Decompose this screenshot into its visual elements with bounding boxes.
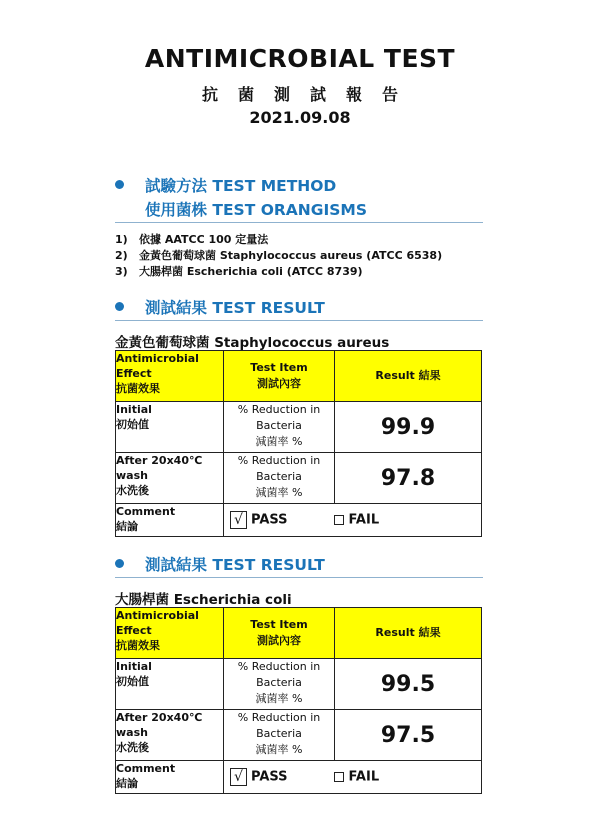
row-label: Initial 初始值 (116, 659, 224, 710)
row-test-item: % Reduction in Bacteria 減菌率 % (224, 659, 335, 710)
row-test-item: % Reduction in Bacteria 減菌率 % (224, 710, 335, 761)
header-effect-cell: Antimicrobial Effect 抗菌效果 (116, 351, 224, 402)
table-header-row (116, 608, 482, 659)
report-title-chinese: 抗菌測試報告 (201, 85, 418, 104)
table-row (116, 710, 482, 761)
comment-label: Comment 結論 (116, 761, 224, 794)
pass-label: PASS (251, 769, 288, 785)
header-result-cell: Result 結果 (335, 608, 482, 659)
organism-title-2: 大腸桿菌 Escherichia coli (115, 592, 292, 608)
method-list-item: 3) 大腸桿菌 Escherichia coli (ATCC 8739) (115, 265, 363, 278)
bullet-dot-icon (115, 559, 124, 568)
header-effect-cell: Antimicrobial Effect 抗菌效果 (116, 608, 224, 659)
row-result-value: 99.5 (335, 659, 482, 710)
table-row (116, 659, 482, 710)
comment-verdict (224, 504, 482, 537)
result-section-heading-2: 測試結果 TEST RESULT (115, 553, 483, 578)
row-test-item: % Reduction in Bacteria 減菌率 % (224, 402, 335, 453)
table-header-row (116, 351, 482, 402)
bullet-dot-icon (115, 180, 124, 189)
row-result-value: 99.9 (335, 402, 482, 453)
comment-row (116, 761, 482, 794)
comment-label: Comment 結論 (116, 504, 224, 537)
row-label: After 20x40℃ wash 水洗後 (116, 710, 224, 761)
comment-verdict (224, 761, 482, 794)
row-test-item: % Reduction in Bacteria 減菌率 % (224, 453, 335, 504)
comment-row (116, 504, 482, 537)
method-heading-line1: 試驗方法 TEST METHOD (145, 177, 337, 195)
row-result-value: 97.8 (335, 453, 482, 504)
header-result-cell: Result 結果 (335, 351, 482, 402)
report-title: ANTIMICROBIAL TEST (144, 44, 456, 73)
row-label: Initial 初始值 (116, 402, 224, 453)
method-section-heading (115, 174, 483, 223)
pass-checkbox: √ (230, 511, 247, 529)
table-row (116, 453, 482, 504)
method-list-item: 2) 金黃色葡萄球菌 Staphylococcus aureus (ATCC 6538) (115, 249, 443, 262)
result-section-heading-1: 測試結果 TEST RESULT (115, 296, 483, 321)
organism-title-1: 金黃色葡萄球菌 Staphylococcus aureus (115, 335, 390, 351)
method-heading-line2: 使用菌株 TEST ORANGISMS (145, 201, 368, 219)
fail-checkbox (334, 515, 344, 525)
pass-checkbox: √ (230, 768, 247, 786)
header-test-item-cell: Test Item 測試內容 (224, 351, 335, 402)
result-table-1 (115, 350, 482, 537)
result-table-2 (115, 607, 482, 794)
row-label: After 20x40℃ wash 水洗後 (116, 453, 224, 504)
row-result-value: 97.5 (335, 710, 482, 761)
bullet-dot-icon (115, 302, 124, 311)
method-list-item: 1) 依據 AATCC 100 定量法 (115, 233, 269, 246)
fail-label: FAIL (348, 769, 380, 785)
fail-checkbox (334, 772, 344, 782)
pass-label: PASS (251, 512, 288, 528)
table-row (116, 402, 482, 453)
method-list (115, 232, 442, 280)
header-test-item-cell: Test Item 測試內容 (224, 608, 335, 659)
report-date: 2021.09.08 (249, 108, 351, 127)
fail-label: FAIL (348, 512, 380, 528)
